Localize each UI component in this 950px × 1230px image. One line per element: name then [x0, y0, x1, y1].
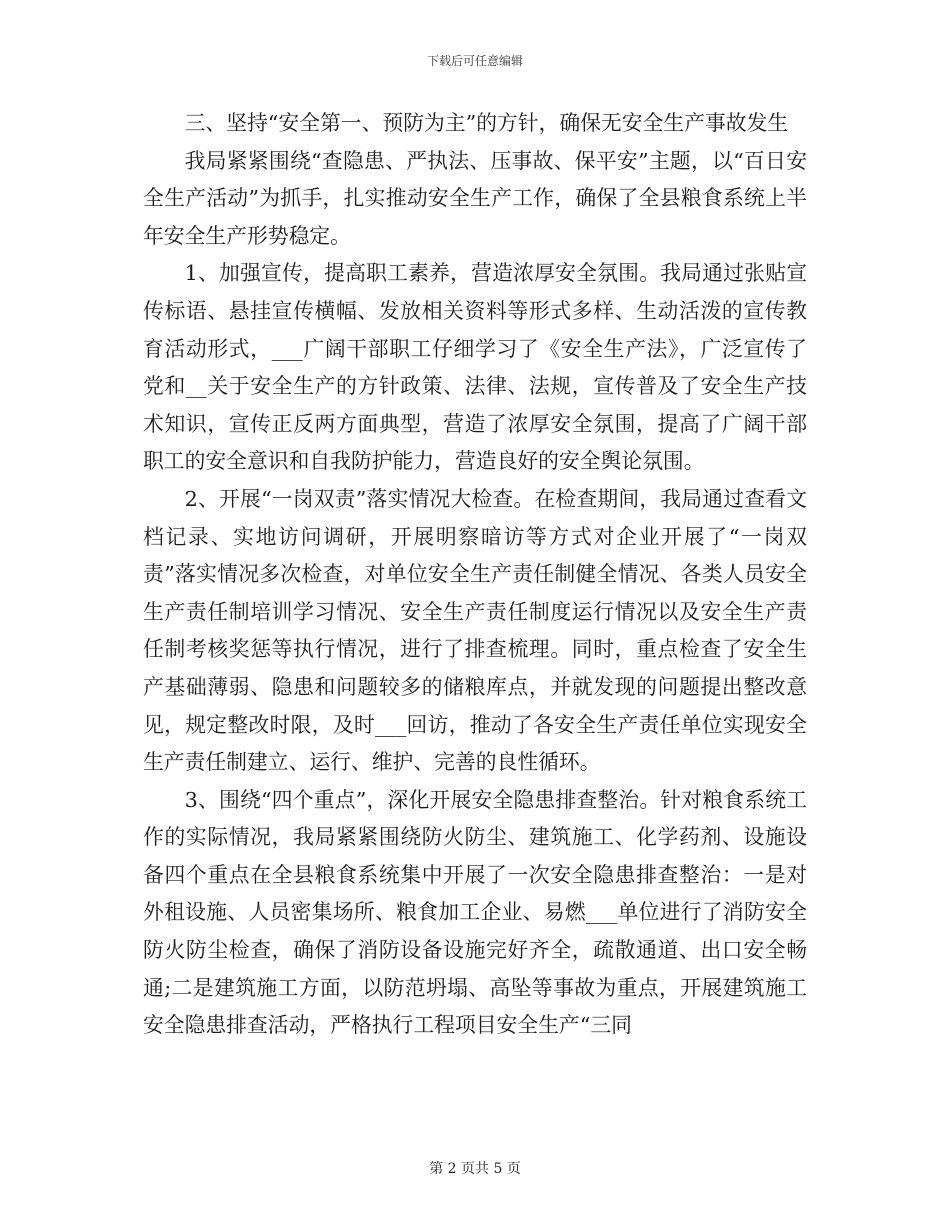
- page-footer: 第 2 页共 5 页: [429, 1161, 521, 1177]
- paragraph-item-2: 2、开展“一岗双责”落实情况大检查。在检查期间，我局通过查看文档记录、实地访问调研，开展明察暗访等方式对企业开展了“一岗双责”落实情况多次检查，对单位安全生产责任制健全情况、各类人员安全生产责任制培训学习情况、安全生产责任制度运行情况以及安全生产责任制考核奖惩等执行情况，进行了排查梳理。同时，重点检查了安全生产基础薄弱、隐患和问题较多的储粮库点，并就发现的问题提出整改意见，规定整改时限，及时___回访，推动了各安全生产责任单位实现安全生产责任制建立、运行、维护、完善的良性循环。: [143, 486, 807, 775]
- document-body: [143, 105, 807, 1045]
- paragraph-item-1: 1、加强宣传，提高职工素养，营造浓厚安全氛围。我局通过张贴宣传标语、悬挂宣传横幅、发放相关资料等形式多样、生动活泼的宣传教育活动形式，___广阔干部职工仔细学习了《安全生产法》，广泛宣传了党和__关于安全生产的方针政策、法律、法规，宣传普及了安全生产技术知识，宣传正反两方面典型，营造了浓厚安全氛围，提高了广阔干部职工的安全意识和自我防护能力，营造良好的安全舆论氛围。: [143, 261, 807, 474]
- page-header: 下载后可任意编辑: [426, 54, 523, 68]
- section-heading: 三、坚持“安全第一、预防为主”的方针，确保无安全生产事故发生: [184, 111, 789, 135]
- paragraph-item-3: 3、围绕“四个重点”，深化开展安全隐患排查整治。针对粮食系统工作的实际情况，我局紧紧围绕防火防尘、建筑施工、化学药剂、设施设备四个重点在全县粮食系统集中开展了一次安全隐患排查整治：一是对外租设施、人员密集场所、粮食加工企业、易燃___单位进行了消防安全防火防尘检查，确保了消防设备设施完好齐全，疏散通道、出口安全畅通;二是建筑施工方面，以防范坍塌、高坠等事故为重点，开展建筑施工安全隐患排查活动，严格执行工程项目安全生产“三同: [143, 787, 807, 1038]
- paragraph-intro: 我局紧紧围绕“查隐患、严执法、压事故、保平安”主题，以“百日安全生产活动”为抓手，扎实推动安全生产工作，确保了全县粮食系统上半年安全生产形势稳定。: [143, 148, 807, 248]
